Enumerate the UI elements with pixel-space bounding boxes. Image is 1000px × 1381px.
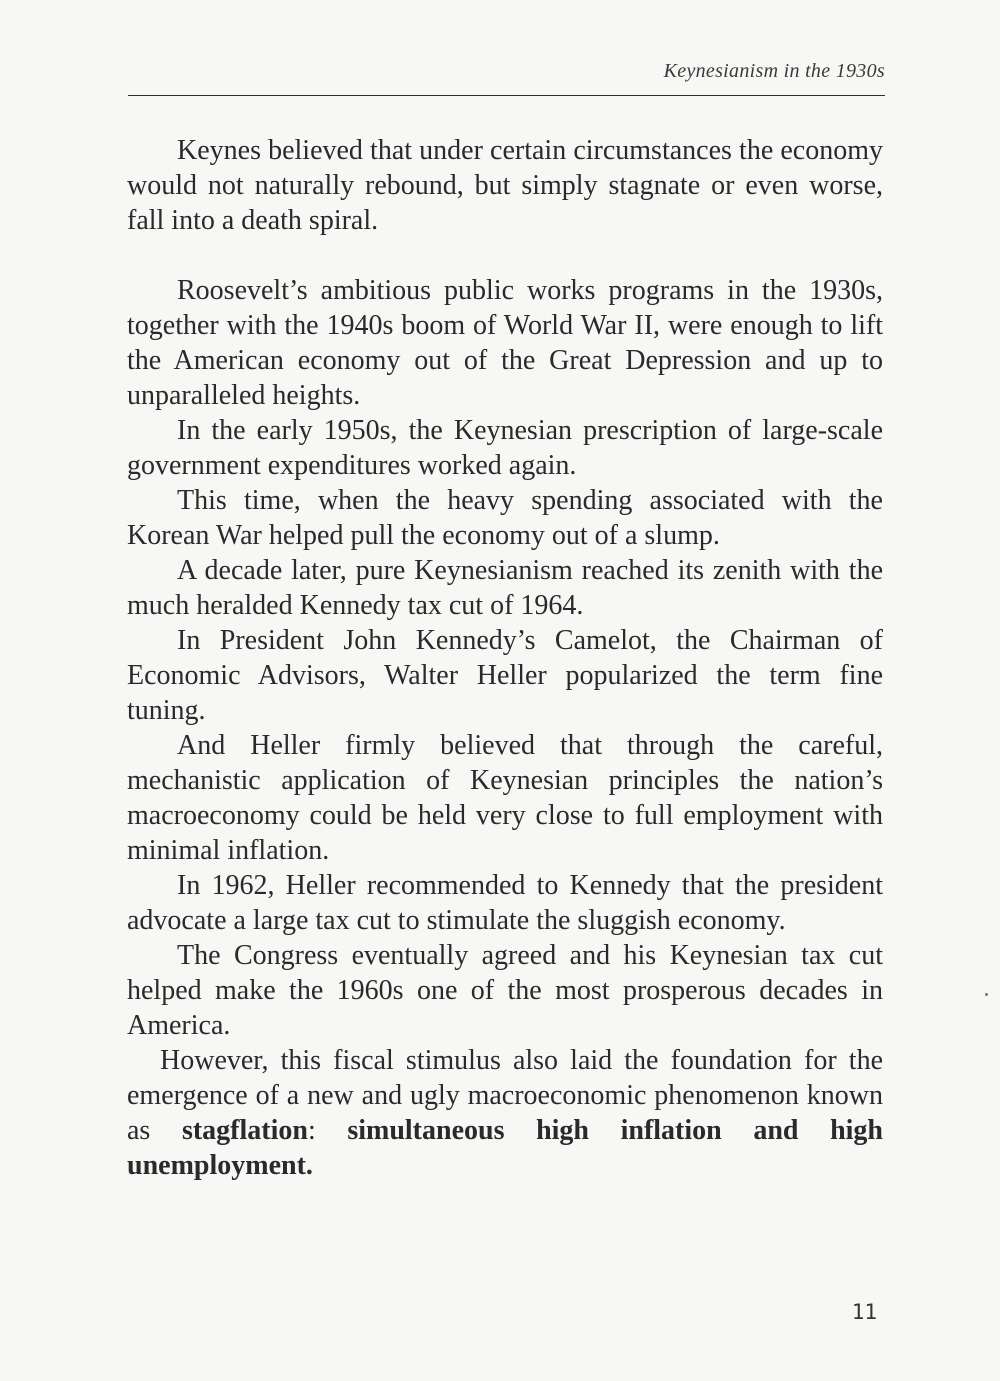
paragraph-stagflation — [127, 1043, 883, 1183]
body-text — [127, 133, 883, 1183]
paragraph-keynes-belief: Keynes believed that under certain circumstances the economy would not naturally rebound, but simply stagnate or even worse, fall into a death spiral. — [127, 135, 883, 236]
stagflation-separator: : — [307, 1115, 348, 1146]
paragraph-heller-belief: And Heller firmly believed that through the careful, mechanistic application of Keynesian principles the nation’s macroeconomy could be held very close to full employment with minimal inflation. — [127, 730, 883, 866]
paragraph-early-1950s: In the early 1950s, the Keynesian prescription of large-scale government expenditures worked again. — [127, 415, 883, 481]
edge-speck — [985, 993, 988, 996]
paragraph-camelot: In President John Kennedy’s Camelot, the Chairman of Economic Advisors, Walter Heller popularized the term fine tuning. — [127, 625, 883, 726]
running-header-title: Keynesianism in the 1930s — [663, 60, 885, 82]
paragraph-congress: The Congress eventually agreed and his Keynesian tax cut helped make the 1960s one of the most prosperous decades in America. — [127, 940, 883, 1041]
page-number: 11 — [851, 1300, 877, 1324]
header-rule — [128, 95, 885, 96]
stagflation-intro: However, this fiscal stimulus also laid the foundation for the emergence of a new and ugly macroeconomic phenomenon known as — [127, 1045, 883, 1146]
paragraph-decade-later: A decade later, pure Keynesianism reached its zenith with the much heralded Kennedy tax cut of 1964. — [127, 555, 883, 621]
paragraph-korean-war: This time, when the heavy spending associated with the Korean War helped pull the economy out of a slump. — [127, 485, 883, 551]
paragraph-roosevelt: Roosevelt’s ambitious public works programs in the 1930s, together with the 1940s boom of World War II, were enough to lift the American economy out of the Great Depression and up to unparalleled heights. — [127, 275, 883, 411]
paragraph-1962: In 1962, Heller recommended to Kennedy that the president advocate a large tax cut to stimulate the sluggish economy. — [127, 870, 883, 936]
stagflation-definition: simultaneous high inflation and high unemployment. — [127, 1115, 884, 1181]
stagflation-term: stagflation — [181, 1115, 308, 1146]
